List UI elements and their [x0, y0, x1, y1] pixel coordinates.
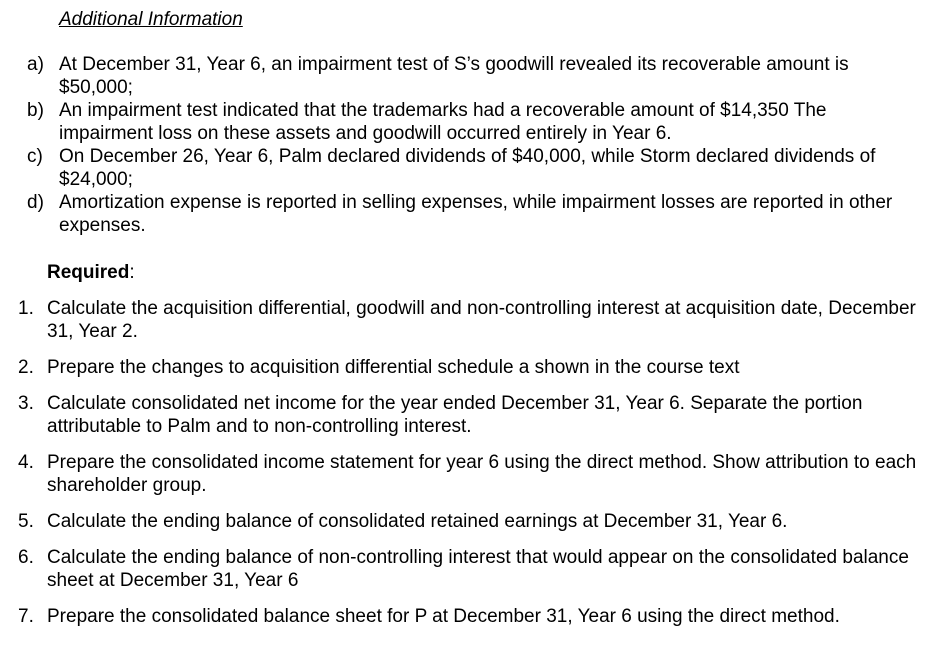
required-item-1 — [0, 297, 917, 343]
list-item-text: Calculate the ending balance of consolidated retained earnings at December 31, Year 6. — [47, 511, 788, 532]
required-item-2 — [0, 356, 917, 379]
list-item-text: Prepare the consolidated income statement for year 6 using the direct method. Show attribution to each shareholder group. — [47, 452, 917, 496]
list-marker: a) — [27, 54, 44, 75]
list-marker: b) — [27, 100, 44, 121]
required-item-5 — [0, 510, 917, 533]
list-item-a — [0, 53, 899, 99]
list-marker: 1. — [18, 298, 34, 319]
additional-information-heading: Additional Information — [59, 9, 243, 30]
list-marker: 2. — [18, 357, 34, 378]
list-item-text: Calculate consolidated net income for the year ended December 31, Year 6. Separate the portion attributable to Palm and to non-controlling interest. — [47, 393, 863, 437]
list-marker: 6. — [18, 547, 34, 568]
list-item-text: At December 31, Year 6, an impairment test of S’s goodwill revealed its recoverable amount is $50,000; — [59, 54, 849, 98]
list-item-b — [0, 99, 899, 145]
list-marker: 7. — [18, 606, 34, 627]
required-item-6 — [0, 546, 917, 592]
list-marker: 5. — [18, 511, 34, 532]
additional-information-list — [0, 53, 926, 237]
list-item-text: Prepare the consolidated balance sheet for P at December 31, Year 6 using the direct method. — [47, 606, 840, 627]
list-item-text: Prepare the changes to acquisition differential schedule a shown in the course text — [47, 357, 740, 378]
required-item-7 — [0, 605, 917, 628]
list-item-text: On December 26, Year 6, Palm declared dividends of $40,000, while Storm declared dividends of $24,000; — [59, 146, 876, 190]
required-heading — [47, 261, 135, 284]
required-item-3 — [0, 392, 917, 438]
required-colon: : — [129, 262, 135, 283]
list-item-text: Calculate the acquisition differential, goodwill and non-controlling interest at acquisition date, December 31, Year 2. — [47, 298, 916, 342]
list-item-text: An impairment test indicated that the trademarks had a recoverable amount of $14,350 The impairment loss on these assets and goodwill occurred entirely in Year 6. — [59, 100, 827, 144]
list-marker: d) — [27, 192, 44, 213]
required-item-4 — [0, 451, 917, 497]
list-item-text: Amortization expense is reported in selling expenses, while impairment losses are reported in other expenses. — [59, 192, 893, 236]
required-label: Required — [47, 262, 130, 283]
list-item-c — [0, 145, 899, 191]
list-item-d — [0, 191, 899, 237]
list-marker: c) — [27, 146, 43, 167]
required-list — [0, 297, 926, 641]
list-item-text: Calculate the ending balance of non-controlling interest that would appear on the consolidated balance sheet at December 31, Year 6 — [47, 547, 909, 591]
list-marker: 4. — [18, 452, 34, 473]
list-marker: 3. — [18, 393, 34, 414]
